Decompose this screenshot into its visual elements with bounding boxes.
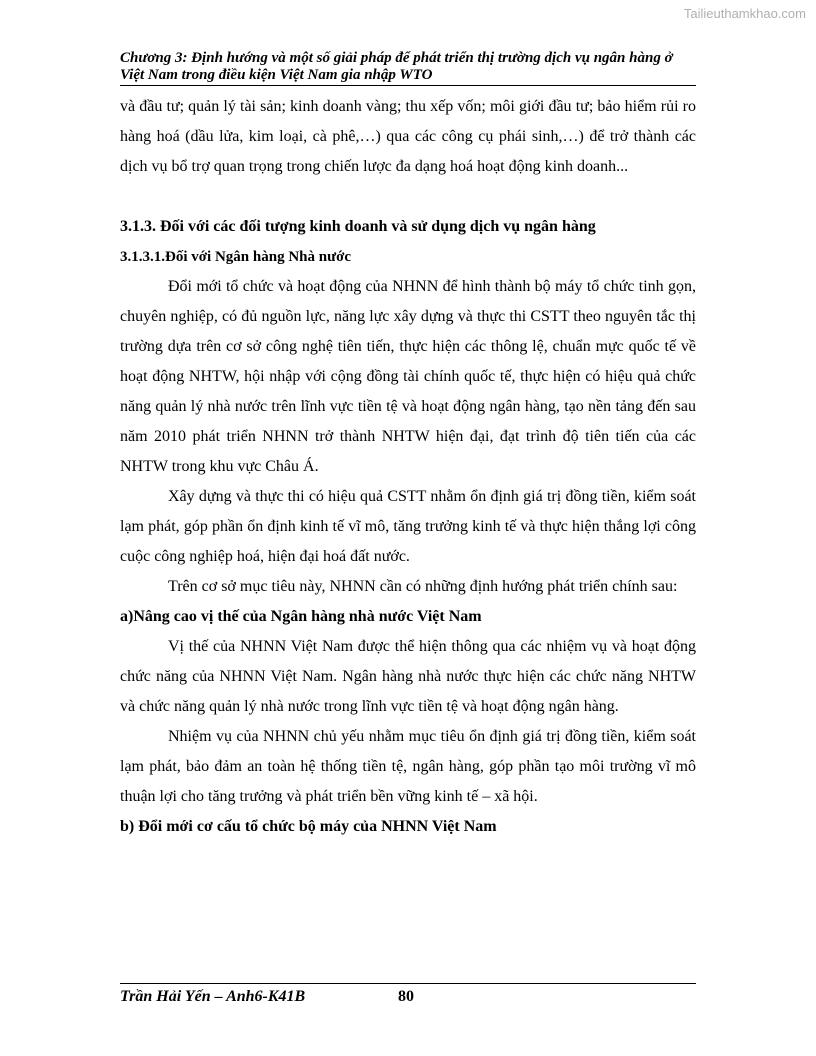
paragraph-continuation: và đầu tư; quản lý tài sản; kinh doanh vàng; thu xếp vốn; môi giới đầu tư; bảo hiểm rủi ro hàng hoá (dầu lửa, kim loại, cà phê,…) qua các công cụ phái sinh,…) để trở thành các dịch vụ bổ trợ quan trọng trong chiến lược đa dạng hoá hoạt động kinh doanh... xyxy=(120,98,696,175)
subsection-heading-3-1-3-1: 3.1.3.1.Đối với Ngân hàng Nhà nước xyxy=(120,249,352,265)
page-body xyxy=(120,92,696,842)
paragraph: Đổi mới tổ chức và hoạt động của NHNN để hình thành bộ máy tổ chức tinh gọn, chuyên nghiệp, có đủ nguồn lực, năng lực xây dựng và thực thi CSTT theo nguyên tắc thị trường dựa trên cơ sở công nghệ tiên tiến, thực hiện các thông lệ, chuẩn mực quốc tế về hoạt động NHTW, hội nhập với cộng đồng tài chính quốc tế, thực hiện có hiệu quả chức năng quản lý nhà nước trên lĩnh vực tiền tệ và hoạt động ngân hàng, tạo nền tảng đến sau năm 2010 phát triển NHNN trở thành NHTW hiện đại, đạt trình độ tiên tiến của các NHTW trong khu vực Châu Á. xyxy=(120,278,696,475)
footer-author: Trần Hải Yến – Anh6-K41B xyxy=(120,988,306,1005)
paragraph: Trên cơ sở mục tiêu này, NHNN cần có những định hướng phát triển chính sau: xyxy=(168,578,678,595)
paragraph: Vị thế của NHNN Việt Nam được thể hiện thông qua các nhiệm vụ và hoạt động chức năng của NHNN Việt Nam. Ngân hàng nhà nước thực hiện các chức năng NHTW và chức năng quản lý nhà nước trong lĩnh vực tiền tệ và hoạt động ngân hàng. xyxy=(120,638,696,715)
heading-b: b) Đổi mới cơ cấu tổ chức bộ máy của NHNN Việt Nam xyxy=(120,818,497,835)
footer-divider xyxy=(120,983,696,984)
paragraph: Nhiệm vụ của NHNN chủ yếu nhằm mục tiêu ổn định giá trị đồng tiền, kiểm soát lạm phát, bảo đảm an toàn hệ thống tiền tệ, ngân hàng, góp phần tạo môi trường vĩ mô thuận lợi cho tăng trưởng và phát triển bền vững kinh tế – xã hội. xyxy=(120,728,696,805)
watermark: Tailieuthamkhao.com xyxy=(683,6,806,21)
paragraph: Xây dựng và thực thi có hiệu quả CSTT nhằm ổn định giá trị đồng tiền, kiểm soát lạm phát, góp phần ổn định kinh tế vĩ mô, tăng trưởng kinh tế và thực hiện thắng lợi công cuộc công nghiệp hoá, hiện đại hoá đất nước. xyxy=(120,488,696,565)
page-number: 80 xyxy=(398,988,414,1005)
section-heading-3-1-3: 3.1.3. Đối với các đối tượng kinh doanh và sử dụng dịch vụ ngân hàng xyxy=(120,218,596,235)
chapter-header: Chương 3: Định hướng và một số giải pháp để phát triển thị trường dịch vụ ngân hàng ở Việt Nam trong điều kiện Việt Nam gia nhập WTO xyxy=(120,50,696,86)
heading-a: a)Nâng cao vị thế của Ngân hàng nhà nước Việt Nam xyxy=(120,608,482,625)
